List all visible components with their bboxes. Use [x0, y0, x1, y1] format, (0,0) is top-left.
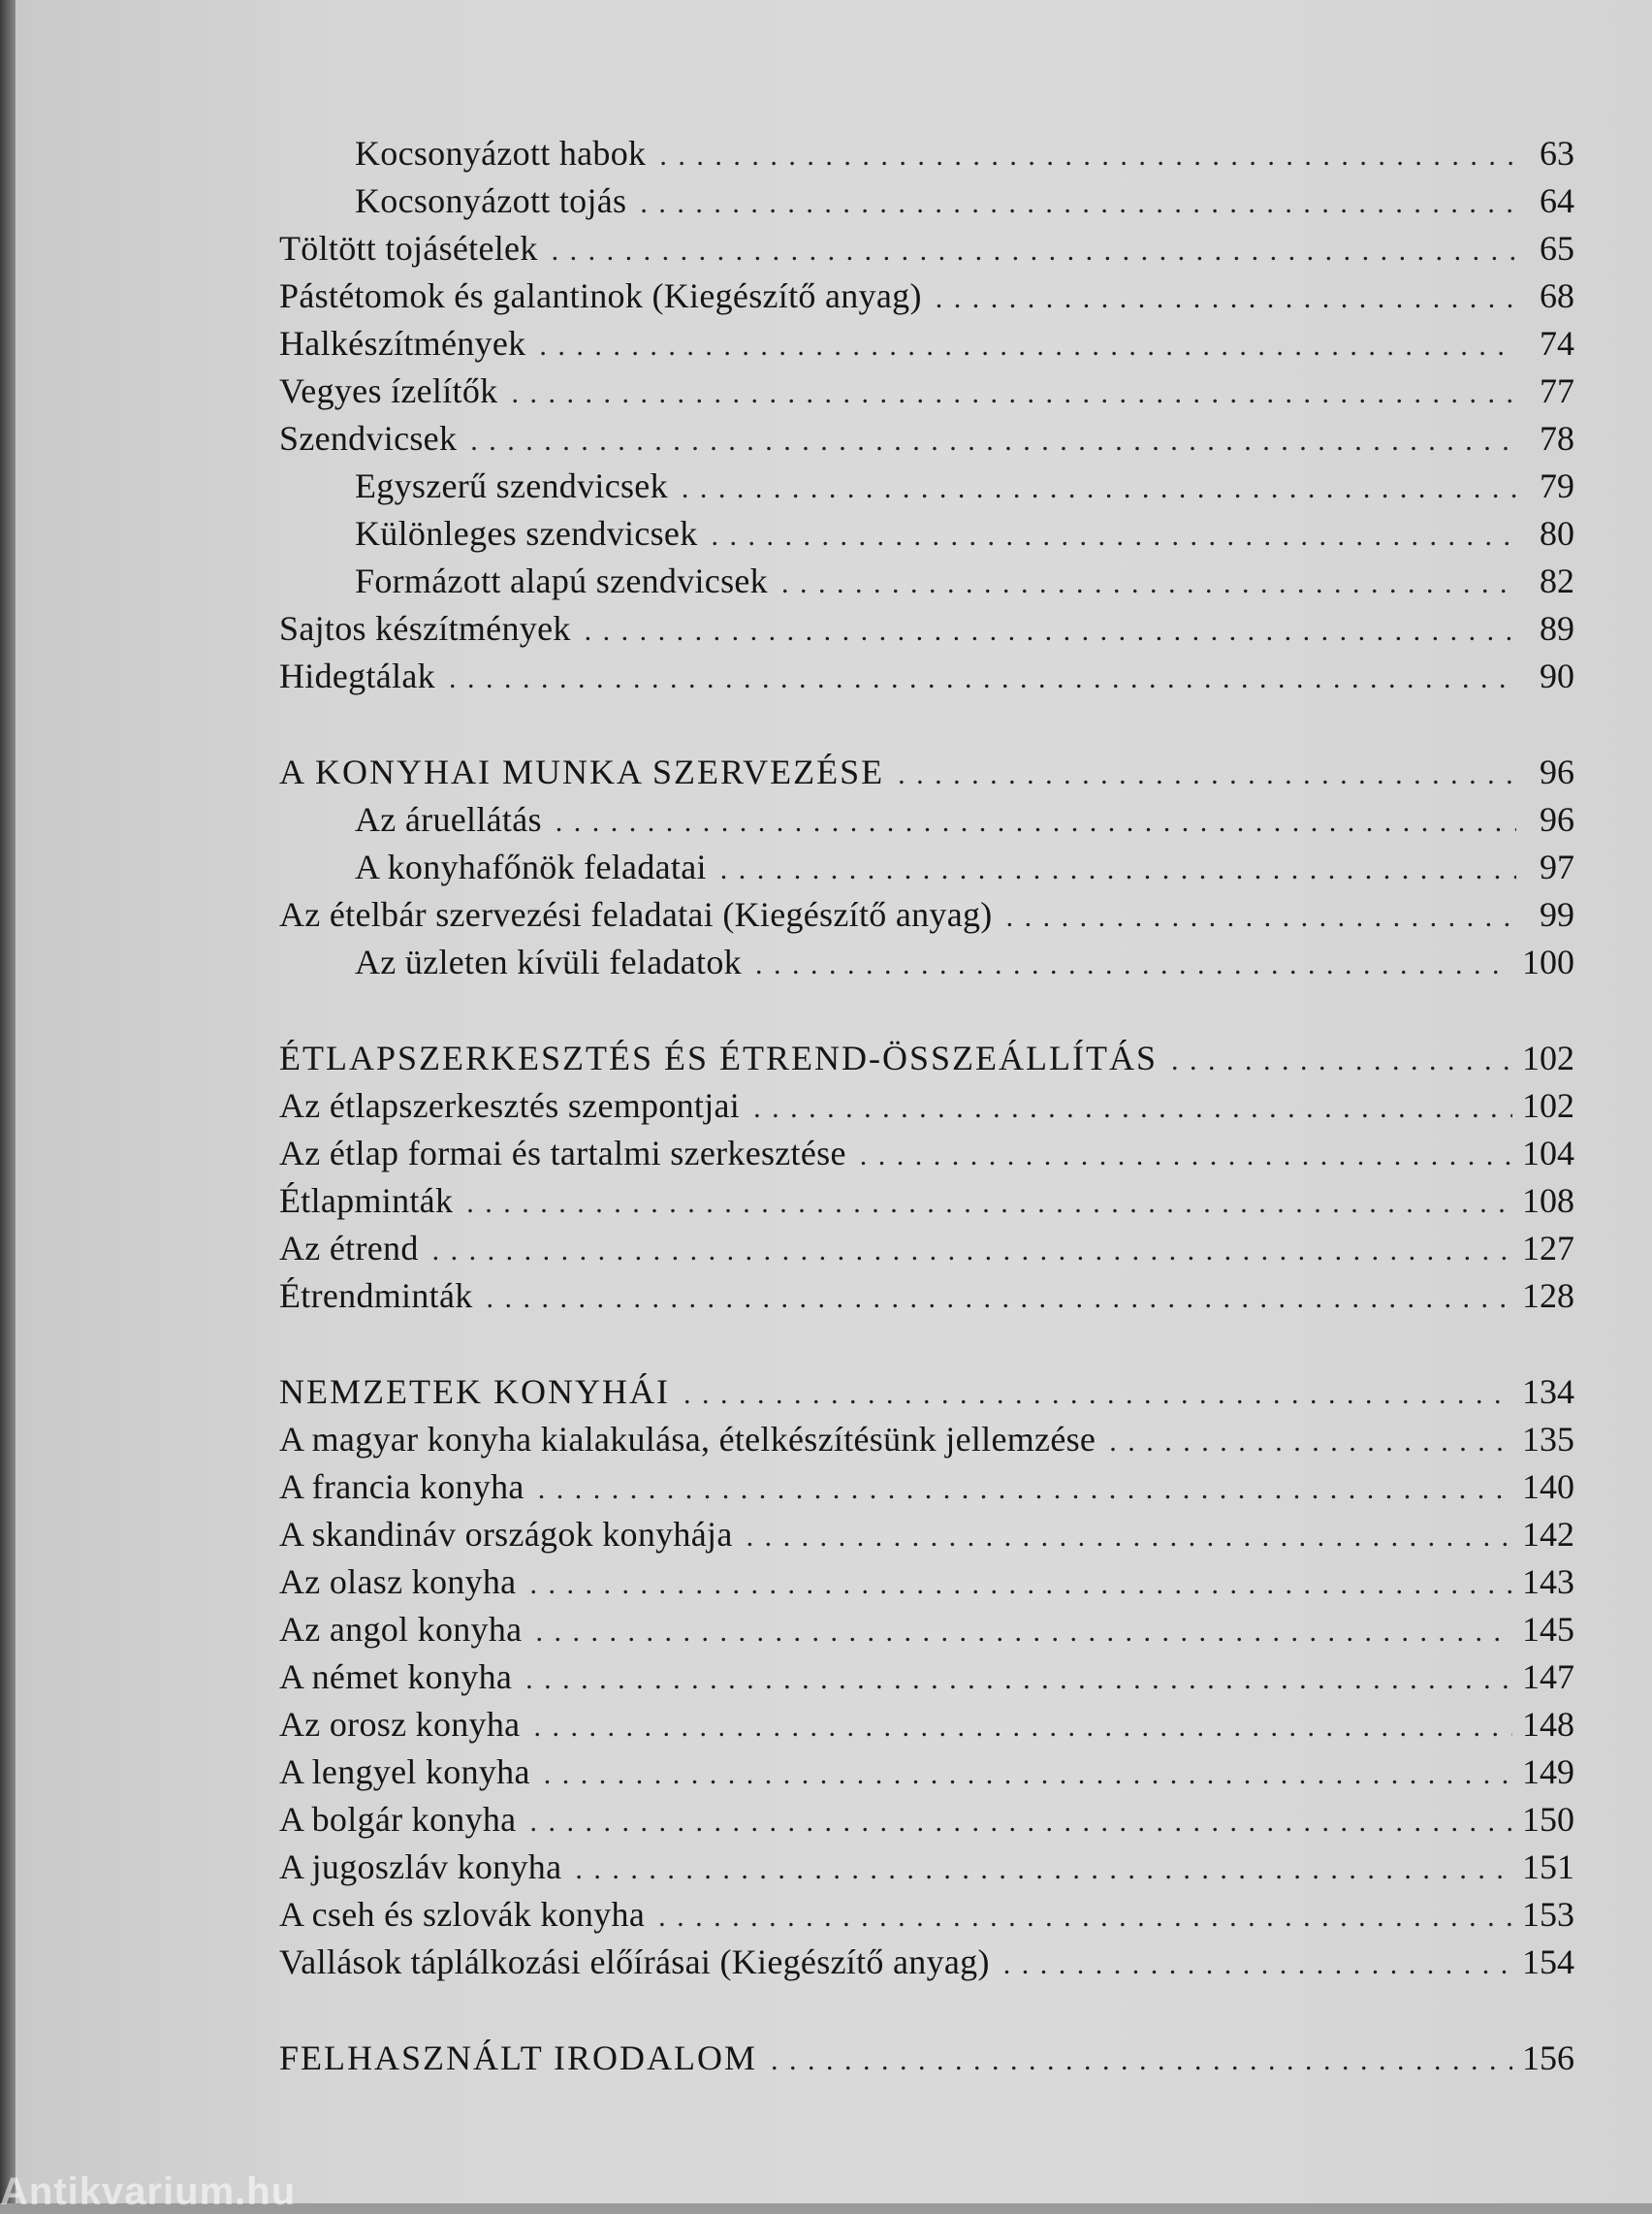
table-of-contents: [16, 0, 1652, 2203]
watermark: Antikvarium.hu: [0, 2170, 297, 2213]
dot-leader: [466, 1181, 1512, 1226]
toc-entry: [355, 940, 1574, 984]
toc-entry-title: A jugoszláv konyha: [279, 1847, 562, 1886]
toc-entry-page-number: 156: [1522, 2038, 1574, 2077]
toc-entry-title: A bolgár konyha: [279, 1800, 517, 1839]
toc-entry-page-number: 68: [1540, 276, 1574, 315]
toc-entry-title: Vallások táplálkozási előírásai (Kiegészítő anyag): [279, 1942, 990, 1981]
toc-entry-title: A konyhafőnök feladatai: [355, 848, 707, 886]
toc-entry-page-number: 74: [1540, 324, 1574, 363]
dot-leader: [683, 1372, 1512, 1417]
toc-entry-title: Szendvicsek: [279, 419, 458, 458]
toc-entry-page-number: 151: [1522, 1847, 1574, 1886]
toc-entry-title: A lengyel konyha: [279, 1752, 530, 1791]
toc-entry: [279, 1464, 1574, 1509]
toc-entry-title: Étlapminták: [279, 1181, 454, 1220]
toc-entry: [279, 1036, 1574, 1080]
dot-leader: [1171, 1039, 1512, 1083]
toc-entry-page-number: 96: [1540, 753, 1574, 791]
dot-leader: [1003, 1942, 1512, 1987]
toc-entry-title: A KONYHAI MUNKA SZERVEZÉSE: [279, 753, 885, 791]
dot-leader: [575, 1847, 1512, 1892]
toc-entry: [279, 1654, 1574, 1699]
toc-entry: [355, 178, 1574, 223]
toc-entry-page-number: 63: [1540, 134, 1574, 173]
toc-entry-page-number: 77: [1540, 371, 1574, 410]
toc-entry-page-number: 145: [1522, 1610, 1574, 1649]
toc-entry-page-number: 102: [1522, 1086, 1574, 1125]
toc-entry: [355, 511, 1574, 556]
toc-entry: [279, 606, 1574, 651]
toc-entry-title: Étrendminták: [279, 1276, 473, 1315]
dot-leader: [432, 1229, 1512, 1273]
dot-leader: [449, 657, 1516, 701]
toc-entry-title: Kocsonyázott tojás: [355, 181, 627, 220]
dot-leader: [860, 1134, 1512, 1178]
toc-entry: [355, 464, 1574, 508]
toc-entry-title: Az üzleten kívüli feladatok: [355, 943, 742, 981]
toc-entry: [355, 559, 1574, 603]
toc-entry-title: A magyar konyha kialakulása, ételkészítésünk jellemzése: [279, 1420, 1096, 1459]
toc-entry-title: Hidegtálak: [279, 657, 435, 695]
toc-entry-page-number: 102: [1522, 1039, 1574, 1077]
toc-entry-page-number: 140: [1522, 1467, 1574, 1506]
toc-entry: [279, 892, 1574, 937]
dot-leader: [544, 1752, 1512, 1797]
toc-entry-title: Halkészítmények: [279, 324, 526, 363]
dot-leader: [556, 800, 1516, 845]
toc-entry-title: Az áruellátás: [355, 800, 542, 839]
toc-entry-title: Egyszerű szendvicsek: [355, 466, 668, 505]
toc-entry: [279, 1559, 1574, 1604]
toc-entry-title: Különleges szendvicsek: [355, 514, 698, 553]
toc-entry-title: Az angol konyha: [279, 1610, 523, 1649]
toc-entry-title: Az orosz konyha: [279, 1705, 521, 1744]
dot-leader: [585, 609, 1516, 654]
toc-entry: [279, 1749, 1574, 1794]
toc-entry-page-number: 90: [1540, 657, 1574, 695]
toc-entry-title: Az étrend: [279, 1229, 419, 1267]
toc-entry: [279, 1178, 1574, 1223]
toc-entry-page-number: 80: [1540, 514, 1574, 553]
book-page: [16, 0, 1652, 2203]
toc-entry-title: A német konyha: [279, 1657, 513, 1696]
toc-entry-title: Kocsonyázott habok: [355, 134, 647, 173]
toc-entry-page-number: 99: [1540, 895, 1574, 934]
toc-entry: [279, 416, 1574, 461]
toc-entry: [279, 1417, 1574, 1461]
toc-entry: [279, 321, 1574, 366]
toc-entry-title: Az étlap formai és tartalmi szerkesztése: [279, 1134, 846, 1172]
toc-entry-page-number: 135: [1522, 1420, 1574, 1459]
toc-entry-title: A francia konyha: [279, 1467, 524, 1506]
dot-leader: [470, 419, 1516, 464]
toc-entry-title: A cseh és szlovák konyha: [279, 1895, 646, 1934]
toc-entry: [355, 845, 1574, 889]
toc-entry-title: ÉTLAPSZERKESZTÉS ÉS ÉTREND-ÖSSZEÁLLÍTÁS: [279, 1039, 1158, 1077]
dot-leader: [511, 371, 1516, 416]
toc-entry-page-number: 78: [1540, 419, 1574, 458]
dot-leader: [658, 1895, 1512, 1940]
toc-entry-title: Az olasz konyha: [279, 1562, 517, 1601]
toc-entry-title: FELHASZNÁLT IRODALOM: [279, 2038, 758, 2077]
toc-entry: [279, 1845, 1574, 1889]
toc-entry-page-number: 150: [1522, 1800, 1574, 1839]
toc-entry: [279, 273, 1574, 318]
dot-leader: [539, 324, 1516, 369]
book-spine-shadow: [0, 0, 16, 2203]
toc-entry-page-number: 147: [1522, 1657, 1574, 1696]
toc-entry: [355, 131, 1574, 176]
dot-leader: [538, 1467, 1512, 1512]
toc-entry-page-number: 100: [1522, 943, 1574, 981]
toc-entry-page-number: 104: [1522, 1134, 1574, 1172]
toc-entry: [279, 369, 1574, 413]
toc-entry-title: Vegyes ízelítők: [279, 371, 498, 410]
dot-leader: [640, 181, 1516, 226]
dot-leader: [1109, 1420, 1512, 1464]
toc-entry-page-number: 148: [1522, 1705, 1574, 1744]
toc-entry-title: Töltött tojásételek: [279, 229, 538, 268]
dot-leader: [720, 848, 1516, 892]
toc-entry: [279, 1083, 1574, 1128]
toc-entry-page-number: 97: [1540, 848, 1574, 886]
dot-leader: [525, 1657, 1512, 1702]
dot-leader: [755, 943, 1512, 987]
toc-entry: [355, 797, 1574, 842]
dot-leader: [659, 134, 1516, 178]
dot-leader: [552, 229, 1516, 273]
toc-entry-page-number: 96: [1540, 800, 1574, 839]
toc-entry: [279, 1273, 1574, 1318]
toc-entry: [279, 1369, 1574, 1414]
toc-entry-page-number: 134: [1522, 1372, 1574, 1411]
toc-entry: [279, 1607, 1574, 1652]
dot-leader: [529, 1562, 1512, 1607]
dot-leader: [682, 466, 1516, 511]
toc-entry-page-number: 79: [1540, 466, 1574, 505]
toc-entry-page-number: 64: [1540, 181, 1574, 220]
dot-leader: [487, 1276, 1512, 1321]
dot-leader: [712, 514, 1516, 559]
dot-leader: [753, 1086, 1512, 1131]
toc-entry: [279, 1797, 1574, 1842]
dot-leader: [529, 1800, 1512, 1845]
dot-leader: [535, 1610, 1512, 1654]
toc-entry-page-number: 149: [1522, 1752, 1574, 1791]
toc-entry-title: Az étlapszerkesztés szempontjai: [279, 1086, 741, 1125]
toc-entry: [279, 2036, 1574, 2080]
toc-entry-page-number: 142: [1522, 1515, 1574, 1554]
toc-entry: [279, 1131, 1574, 1175]
toc-entry-page-number: 89: [1540, 609, 1574, 648]
toc-entry: [279, 226, 1574, 271]
toc-entry: [279, 1940, 1574, 1984]
toc-entry-page-number: 154: [1522, 1942, 1574, 1981]
dot-leader: [781, 562, 1516, 606]
toc-entry-page-number: 128: [1522, 1276, 1574, 1315]
toc-entry-page-number: 153: [1522, 1895, 1574, 1934]
dot-leader: [747, 1515, 1512, 1559]
toc-entry-title: Sajtos készítmények: [279, 609, 571, 648]
dot-leader: [771, 2038, 1512, 2083]
dot-leader: [533, 1705, 1512, 1749]
toc-entry-page-number: 108: [1522, 1181, 1574, 1220]
toc-entry-title: A skandináv országok konyhája: [279, 1515, 733, 1554]
toc-entry: [279, 1702, 1574, 1747]
toc-entry: [279, 750, 1574, 794]
toc-entry: [279, 654, 1574, 698]
toc-entry-title: Pástétomok és galantinok (Kiegészítő anyag): [279, 276, 922, 315]
dot-leader: [898, 753, 1516, 797]
toc-entry: [279, 1226, 1574, 1270]
toc-entry-title: Formázott alapú szendvicsek: [355, 562, 768, 600]
toc-entry-page-number: 82: [1540, 562, 1574, 600]
toc-entry-page-number: 143: [1522, 1562, 1574, 1601]
dot-leader: [1006, 895, 1516, 940]
toc-entry-page-number: 127: [1522, 1229, 1574, 1267]
toc-entry-title: Az ételbár szervezési feladatai (Kiegészítő anyag): [279, 895, 993, 934]
toc-entry: [279, 1892, 1574, 1937]
toc-entry-page-number: 65: [1540, 229, 1574, 268]
toc-entry: [279, 1512, 1574, 1556]
dot-leader: [936, 276, 1516, 321]
toc-entry-title: NEMZETEK KONYHÁI: [279, 1372, 670, 1411]
